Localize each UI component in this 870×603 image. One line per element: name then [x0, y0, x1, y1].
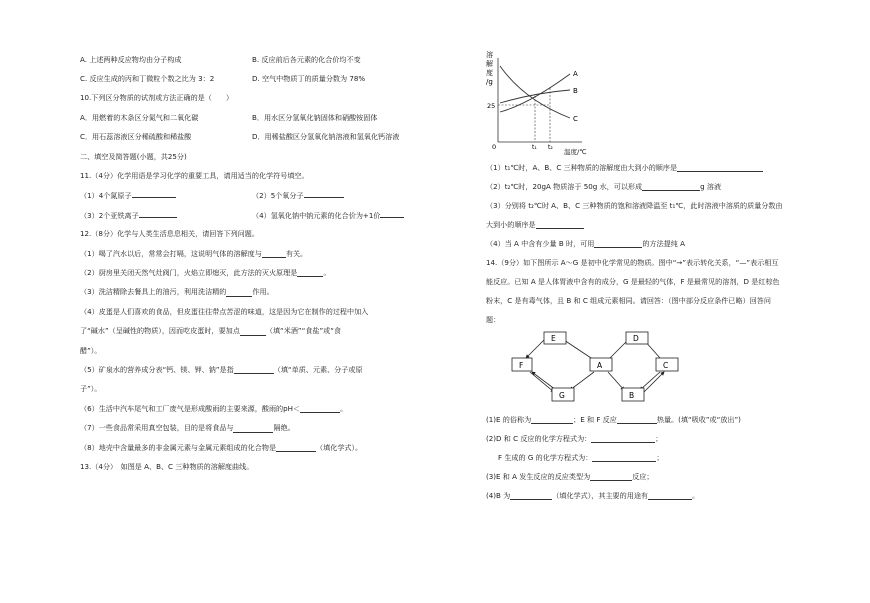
reaction-diagram [510, 330, 690, 410]
q10-option-d: D．用稀盐酸区分氢氧化钠溶液和氢氧化钙溶液 [252, 132, 400, 142]
q14-blank-5[interactable] [590, 472, 632, 481]
q13-items [486, 158, 786, 329]
q14-item-4-text: (4)B 为 [486, 490, 511, 500]
q12-item-1-suffix: 有关。 [285, 248, 308, 258]
q13-item-2-text: （2）t₂℃时，20gA 物质溶于 50g 水，可以形成 [486, 181, 643, 191]
q14-blank-1[interactable] [531, 415, 573, 424]
q12-item-5 [80, 360, 450, 379]
q14-blank-2[interactable] [617, 415, 657, 424]
q13-item-1-text: （1）t₁℃时，A、B、C 三种物质的溶解度由大到小的顺序是 [486, 162, 678, 172]
q14-blank-7[interactable] [648, 491, 692, 500]
arrow-e-f [526, 338, 546, 358]
q12-blank-1[interactable] [262, 249, 286, 258]
y-tick-25: 25 [487, 102, 496, 110]
origin-label: 0 [492, 143, 497, 151]
arrow-g-f [532, 372, 556, 390]
q14-item-1-text: (1)E 的俗称为 [486, 414, 532, 424]
q10-option-a: A．用燃着的木条区分氮气和二氧化碳 [80, 112, 199, 122]
q10-options-ab [80, 108, 450, 127]
q12-item-3 [80, 283, 450, 302]
q14-item-1-suffix: 热量。(填“吸收”或“放出”) [656, 414, 741, 424]
curve-a-label: A [573, 70, 578, 78]
q9-option-a: A. 上述两种反应物均由分子构成 [80, 54, 182, 64]
q11-item-2 [252, 189, 344, 201]
q12-item-5-end: 子”）。 [80, 384, 102, 394]
node-a-label: A [597, 361, 603, 370]
q12-item-1-text: （1）喝了汽水以后，常常会打嗝，这说明气体的溶解度与 [80, 248, 262, 258]
x-tick-t2: t₂ [548, 144, 553, 151]
q10-options-cd [80, 128, 450, 147]
q14-item-2b-text: F 生成的 G 的化学方程式为： [498, 452, 593, 462]
q12-item-8-text: （8）地壳中含量最多的非金属元素与金属元素组成的化合物是 [80, 442, 277, 452]
q14-item-3 [486, 467, 786, 486]
q14-item-3-suffix: 反应； [632, 471, 654, 481]
q11-item-2-text: （2）5个氧分子 [252, 191, 304, 201]
q11-stem: 11.（4分）化学用语是学习化学的重要工具，请用适当的化学符号填空。 [80, 171, 309, 181]
section-2-heading: 二、填空及简答题(小题，共25分) [80, 151, 187, 161]
q11-blank-4[interactable] [380, 209, 404, 218]
q13-stem: 13.（4分） 如图是 A、B、C 三种物质的溶解度曲线。 [80, 461, 254, 471]
q14-item-1-mid: ；E 和 F 反应 [573, 414, 617, 424]
q14-item-4 [486, 486, 786, 505]
y-label-char-1: 溶 [486, 51, 493, 59]
q11-blank-3[interactable] [139, 209, 177, 218]
q13-blank-3[interactable] [536, 220, 584, 229]
q14-item-4-mid: （填化学式），其主要的用途有 [552, 490, 649, 500]
q12-blank-8[interactable] [276, 443, 316, 452]
q12-item-4-cont-suffix: （填“米酒”“食盐”或“食 [265, 326, 341, 336]
curve-a [500, 74, 570, 112]
q14-item-2b [486, 448, 786, 467]
q14-items [486, 410, 786, 505]
q9-options-ab [80, 50, 450, 69]
q12-item-3-suffix: 作用。 [252, 287, 274, 297]
node-b-label: B [629, 391, 635, 400]
curve-b-label: B [573, 87, 578, 95]
q14-item-1 [486, 410, 786, 429]
q11-item-1-text: （1）4个氮原子 [80, 191, 132, 201]
q10-option-c: C．用石蕊溶液区分稀硫酸和稀盐酸 [80, 132, 192, 142]
q13-item-3-cont [486, 215, 786, 234]
arrow-c-b [640, 372, 660, 390]
q12-item-4-cont [80, 321, 450, 340]
left-column [80, 50, 450, 477]
x-axis-label: 温度/℃ [564, 148, 587, 156]
q12-item-4: （4）皮蛋是人们喜欢的食品，但皮蛋往往带点苦涩的味道，这是因为它在制作的过程中加入 [80, 306, 369, 316]
q12-item-7-suffix: 隔绝。 [273, 423, 295, 433]
q13-blank-4[interactable] [594, 239, 642, 248]
arrow-b-c [642, 372, 664, 394]
q14-stem-3: 粉末，C 是有毒气体，且 B 和 C 组成元素相同。请回答：（图中部分反应条件已略）回答问 [486, 295, 771, 305]
q9-option-b: B. 反应前后各元素的化合价均不变 [252, 54, 361, 64]
q11-item-3 [80, 209, 252, 221]
q13-item-4-suffix: 的方法提纯 A [642, 238, 685, 248]
q14-item-3-text: (3)E 和 A 发生反应的反应类型为 [486, 471, 591, 481]
q11-items-34 [80, 205, 450, 224]
q12-item-4-end: 醋”）。 [80, 345, 102, 355]
link-e-a [564, 340, 594, 360]
q12-blank-6[interactable] [300, 404, 340, 413]
q10-option-b: B．用水区分氢氧化钠固体和硝酸铵固体 [252, 112, 378, 122]
arrow-a-b [608, 372, 624, 390]
q12-item-3-text: （3）洗洁精除去餐具上的油污，利用洗洁精的 [80, 287, 227, 297]
q14-stem-1: 14.（9分）如下图所示 A～G 是初中化学常见的物质。图中“→”表示转化关系，“—”表示相互 [486, 257, 779, 267]
q12-item-8-suffix: （填化学式）。 [316, 442, 363, 452]
q12-blank-5[interactable] [234, 365, 274, 374]
x-tick-t1: t₁ [532, 144, 537, 151]
arrow-f-g [530, 372, 554, 392]
node-d-label: D [633, 334, 639, 343]
q14-stem-2: 能反应。已知 A 是人体胃液中含有的成分，G 是最轻的气体，F 是最常见的溶剂，D 是红棕色 [486, 276, 780, 286]
q14-stem-4: 题： [486, 314, 501, 324]
q11-items-12 [80, 186, 450, 205]
q12-item-7 [80, 418, 450, 437]
node-f-label: F [519, 361, 524, 370]
q12-item-6 [80, 399, 450, 418]
q9-options-cd [80, 69, 450, 88]
q14-item-2 [486, 429, 786, 448]
q14-item-2-text: (2)D 和 C 反应的化学方程式为： [486, 433, 592, 443]
q12-blank-2[interactable] [297, 268, 323, 277]
q11-blank-2[interactable] [304, 189, 344, 198]
q13-item-2 [486, 177, 786, 196]
q11-item-1 [80, 189, 252, 201]
q9-option-d: D. 空气中物质丁的质量分数为 78% [252, 74, 366, 84]
q12-stem: 12.（8分）化学与人类生活息息相关，请回答下列问题。 [80, 229, 259, 239]
q13-item-3-cont-text: 大到小的顺序是 [486, 219, 536, 229]
q13-item-4-text: （4）当 A 中含有少量 B 时，可用 [486, 238, 595, 248]
q14-item-4-suffix: 。 [692, 490, 700, 500]
y-label-char-4: /g [486, 78, 493, 86]
q12-item-2-suffix: 。 [323, 267, 331, 277]
y-label-char-2: 解 [486, 60, 493, 68]
q12-item-5-suffix: （填“单质、元素、分子或原 [273, 364, 363, 374]
q12-item-7-text: （7）一些食品常采用真空包装，目的是将食品与 [80, 423, 234, 433]
q11-blank-1[interactable] [132, 189, 176, 198]
q13-blank-2[interactable] [642, 182, 700, 191]
q12-item-8 [80, 438, 450, 457]
curve-c-label: C [573, 115, 578, 123]
q9-option-c: C. 反应生成的丙和丁微粒个数之比为 3：2 [80, 74, 215, 84]
q11-item-4-text: （4）氢氧化钠中钠元素的化合价为+1价 [252, 210, 381, 220]
y-label-char-3: 度 [486, 69, 493, 77]
q10-stem: 10.下列区分物质的试剂或方法正确的是（ ） [80, 93, 234, 103]
q13-item-2-suffix: g 溶液 [700, 181, 722, 191]
q14-item-2b-suffix: ； [656, 452, 664, 462]
q13-item-1 [486, 158, 786, 177]
q12-item-1 [80, 244, 450, 263]
q13-blank-1[interactable] [677, 163, 763, 172]
q12-blank-3[interactable] [226, 288, 252, 297]
q14-blank-3[interactable] [591, 434, 655, 443]
q12-item-4-cont-text: 了“碱水”（呈碱性的物质），因而吃皮蛋时，要加点 [80, 326, 240, 336]
q12-blank-7[interactable] [233, 424, 273, 433]
q12-item-2 [80, 263, 450, 282]
q11-item-4 [252, 209, 404, 221]
q13-item-4 [486, 234, 786, 253]
q11-item-3-text: （3）2个亚铁离子 [80, 210, 139, 220]
node-e-label: E [551, 334, 556, 343]
q14-blank-4[interactable] [592, 453, 656, 462]
solubility-chart [484, 48, 614, 158]
q12-item-5-text: （5）矿泉水的营养成分表“钙、镁、钾、钠”是指 [80, 364, 234, 374]
link-a-d [608, 340, 628, 360]
arrow-a-g [570, 372, 594, 390]
node-c-label: C [663, 361, 669, 370]
q12-item-6-suffix: 。 [340, 403, 348, 413]
q13-item-3: （3）分别将 t₂℃时 A、B、C 三种物质的饱和溶液降温至 t₁℃，此时溶液中溶质的质量分数由 [486, 200, 783, 210]
node-g-label: G [559, 391, 565, 400]
q14-item-2-suffix: ； [655, 433, 663, 443]
q14-blank-6[interactable] [510, 491, 552, 500]
q12-item-2-text: （2）厨房里关闭天然气灶阀门，火焰立即熄灭，此方法的灭火原理是 [80, 267, 298, 277]
q12-blank-4[interactable] [240, 327, 266, 336]
q12-item-6-text: （6）生活中汽车尾气和工厂废气是形成酸雨的主要来源，酸雨的pH＜ [80, 403, 301, 413]
